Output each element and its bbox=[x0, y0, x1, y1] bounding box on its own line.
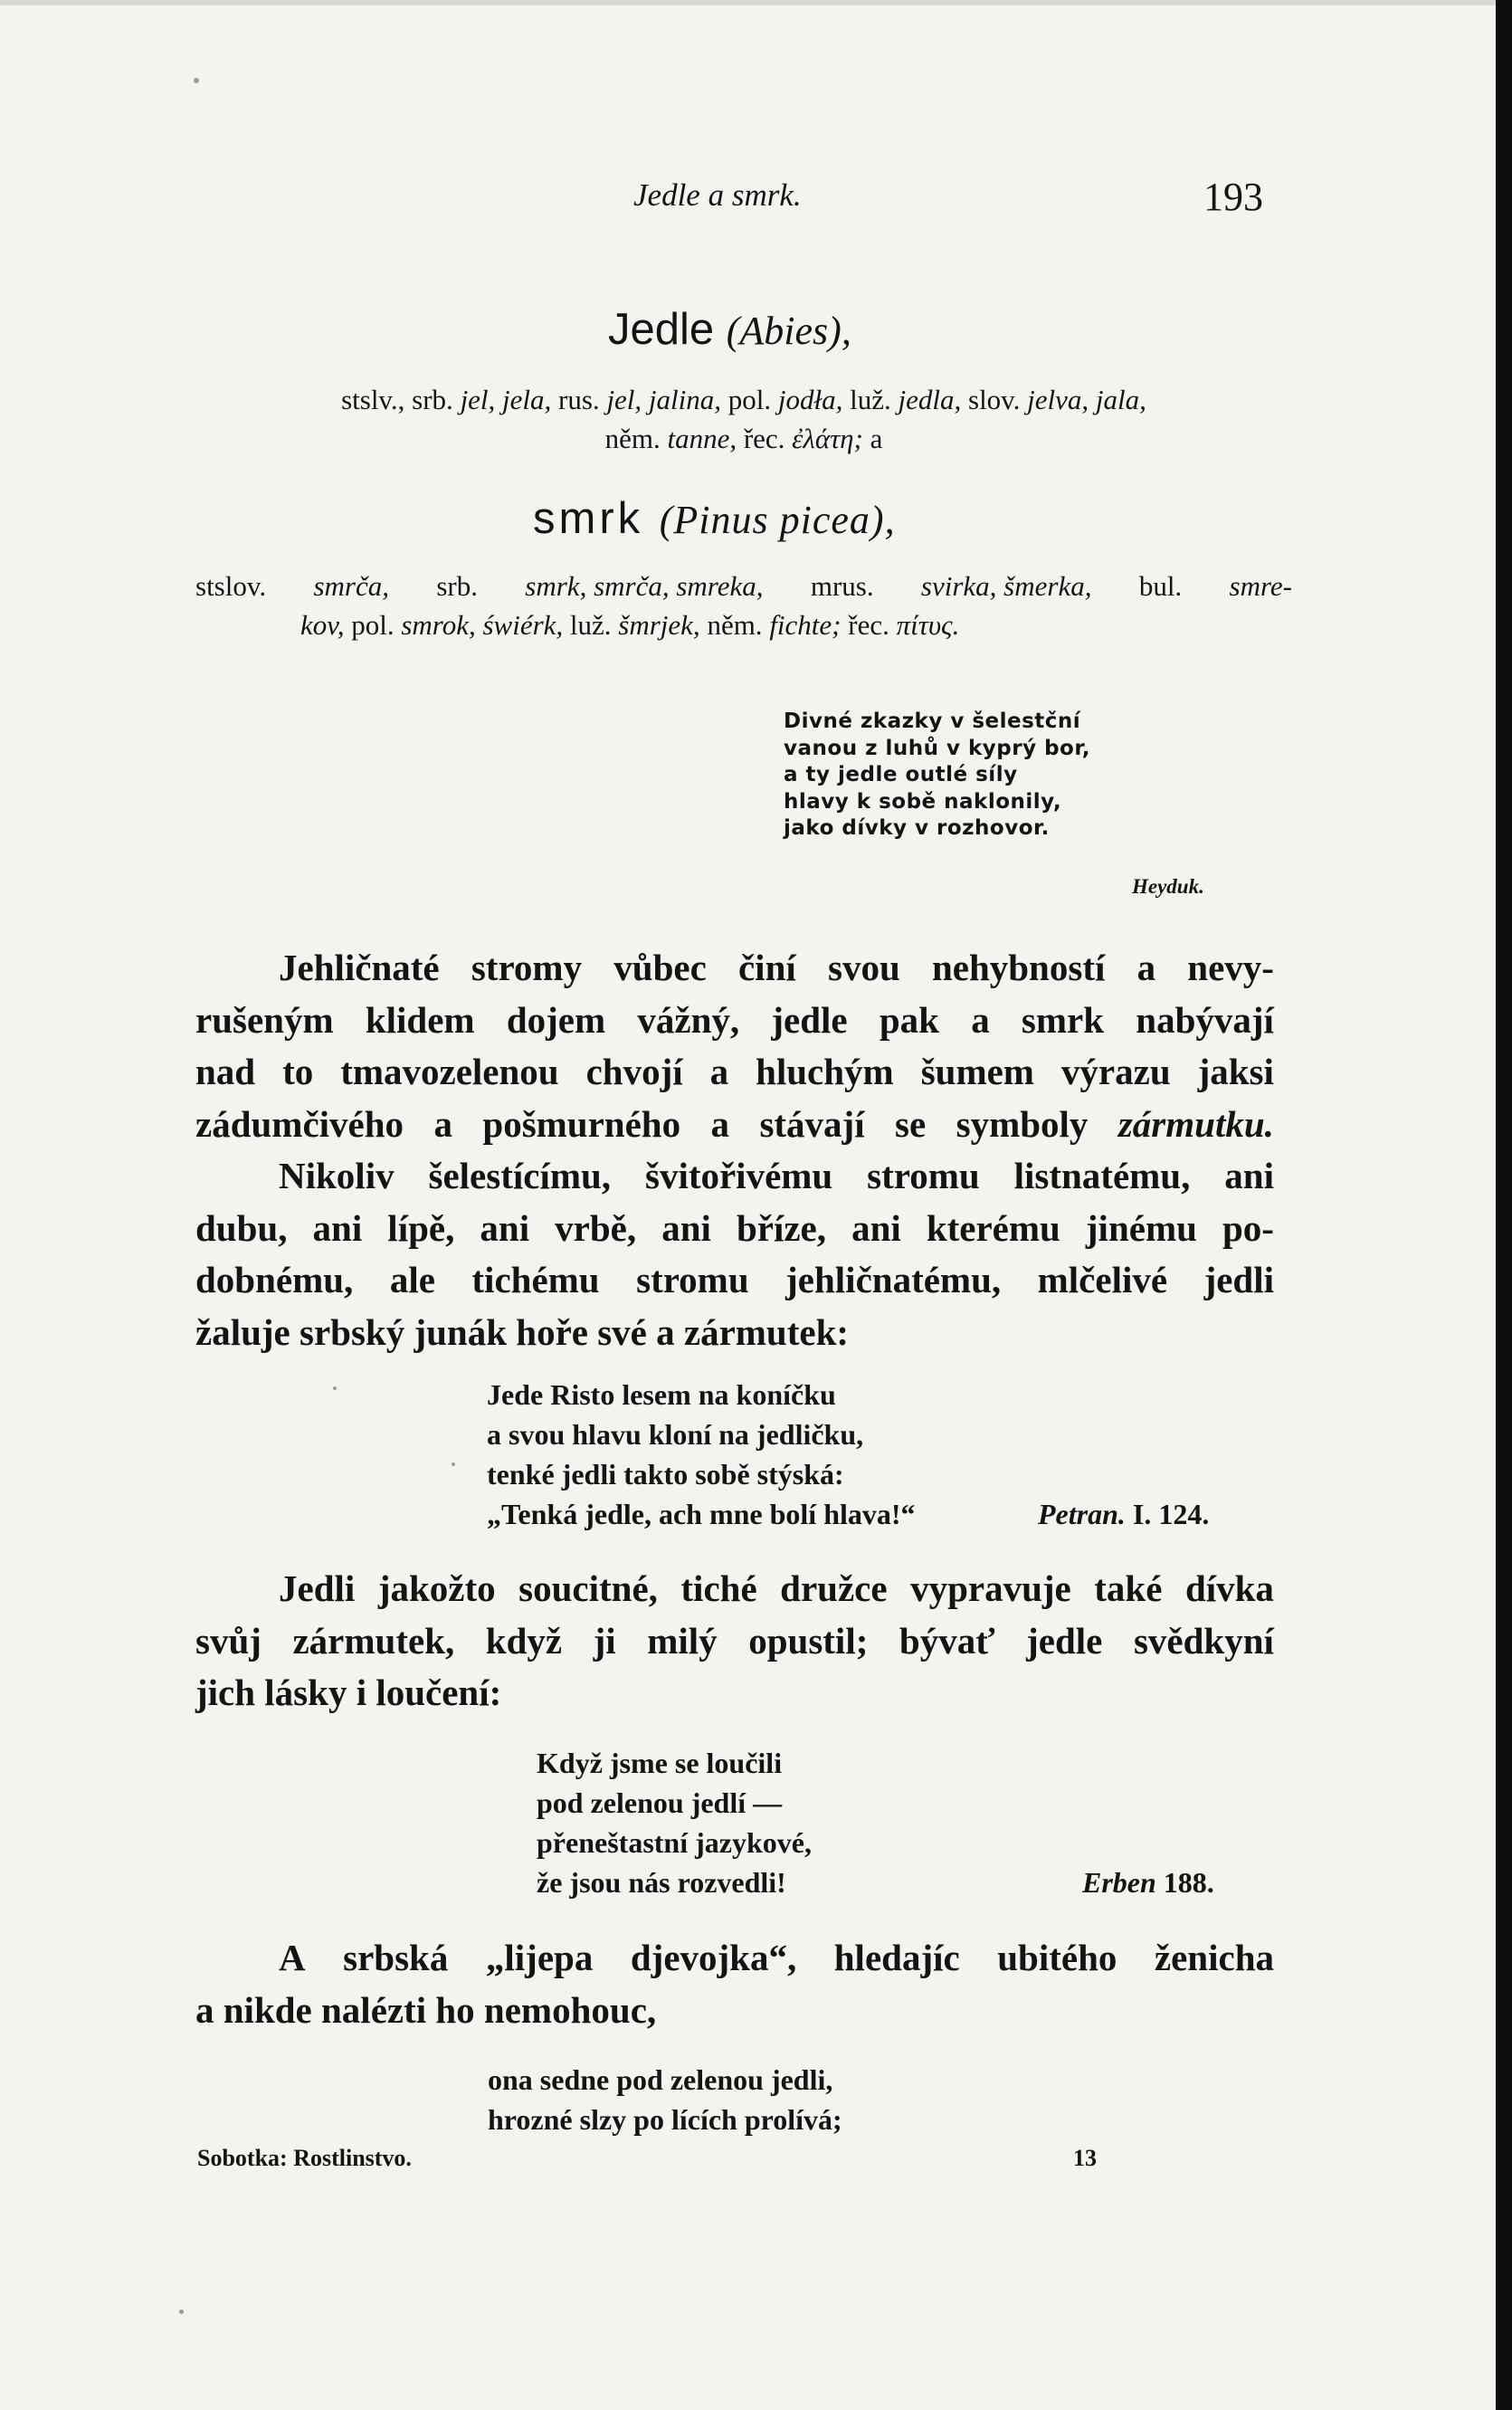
text-line bbox=[195, 995, 1274, 1047]
poem-2 bbox=[537, 1743, 812, 1902]
text-run: pol. bbox=[721, 384, 778, 415]
word: zármutku. bbox=[1117, 1102, 1274, 1145]
poem-source-ref: 188. bbox=[1163, 1866, 1214, 1899]
word: vrbě, bbox=[555, 1206, 637, 1249]
heading-latin: (Abies), bbox=[726, 309, 851, 353]
word: ani bbox=[312, 1206, 363, 1249]
word: a bbox=[433, 1102, 452, 1145]
word: smrk bbox=[1021, 998, 1105, 1041]
word: bývať bbox=[899, 1619, 995, 1662]
text-line bbox=[195, 1615, 1274, 1668]
word: stromu bbox=[867, 1155, 980, 1196]
italic-run: smrok, świérk, bbox=[401, 609, 564, 641]
word: zádumčivého bbox=[195, 1102, 404, 1145]
text-line: jich lásky i loučení: bbox=[195, 1672, 502, 1713]
word: kterému bbox=[926, 1206, 1060, 1249]
word: Jehličnaté bbox=[279, 947, 440, 988]
text-line bbox=[195, 1203, 1274, 1255]
word: jedle bbox=[1026, 1619, 1103, 1662]
italic-run: tanne, bbox=[667, 423, 737, 454]
italic-run: smrk, smrča, smreka, bbox=[525, 570, 764, 602]
word: stávají bbox=[759, 1102, 865, 1145]
word: vůbec bbox=[613, 947, 707, 988]
word: klidem bbox=[365, 998, 475, 1041]
word: tmavozelenou bbox=[340, 1051, 559, 1092]
verse-line: Jede Risto lesem na koníčku bbox=[487, 1378, 836, 1411]
word: jakožto bbox=[377, 1567, 496, 1609]
poem-1-source bbox=[1038, 1494, 1209, 1534]
scan-speck bbox=[333, 1386, 337, 1390]
paragraph-1 bbox=[195, 942, 1274, 1358]
word: pak bbox=[879, 998, 939, 1041]
word: se bbox=[895, 1102, 927, 1145]
poem-2-source bbox=[1082, 1862, 1214, 1902]
word: Jedli bbox=[279, 1567, 356, 1609]
verse-line: tenké jedli takto sobě stýská: bbox=[487, 1458, 844, 1491]
text-run: bul. bbox=[1138, 570, 1183, 602]
word: jaksi bbox=[1197, 1051, 1274, 1092]
printer-signature: Sobotka: Rostlinstvo. bbox=[197, 2145, 412, 2171]
text-run: něm. bbox=[604, 423, 668, 454]
word: jehličnatému, bbox=[785, 1259, 1002, 1300]
word: srbská bbox=[343, 1937, 449, 1978]
word: Nikoliv bbox=[279, 1155, 395, 1196]
word: ani bbox=[1224, 1155, 1274, 1196]
word: nabývají bbox=[1136, 998, 1274, 1041]
text-run: srb. bbox=[436, 570, 478, 602]
poem-source: Petran. bbox=[1038, 1498, 1126, 1530]
text-run: slov. bbox=[961, 384, 1028, 415]
italic-run: smre- bbox=[1229, 570, 1292, 602]
word: nehybností bbox=[931, 947, 1106, 988]
word: A bbox=[279, 1937, 306, 1978]
word: bříze, bbox=[736, 1206, 826, 1249]
word: ani bbox=[661, 1206, 711, 1249]
text-run: a bbox=[862, 423, 883, 454]
scan-speck bbox=[452, 1462, 455, 1466]
text-line bbox=[195, 1563, 1274, 1615]
verse-line: Divné zkazky v šelestční bbox=[784, 710, 1081, 733]
word: a bbox=[971, 998, 990, 1041]
etymology-smrk bbox=[195, 567, 1292, 644]
word: symboly bbox=[956, 1102, 1089, 1145]
text-run: mrus. bbox=[810, 570, 874, 602]
poem-source: Erben bbox=[1082, 1866, 1156, 1899]
word: jedle bbox=[771, 998, 848, 1041]
word: činí bbox=[737, 947, 796, 988]
paragraph-2 bbox=[195, 1563, 1274, 1719]
word: zármutek, bbox=[292, 1619, 455, 1662]
word: tiché bbox=[680, 1567, 757, 1609]
poem-1 bbox=[487, 1375, 916, 1534]
text-run: řec. bbox=[841, 609, 897, 641]
text-run: luž. bbox=[842, 384, 899, 415]
motto-verse bbox=[784, 709, 1090, 843]
word: stromu bbox=[636, 1259, 749, 1300]
word: soucitné, bbox=[518, 1567, 658, 1609]
word: a bbox=[1136, 947, 1156, 988]
word: ženicha bbox=[1154, 1937, 1274, 1978]
text-line bbox=[195, 567, 1292, 605]
motto-author: Heyduk. bbox=[1132, 875, 1204, 898]
italic-run: jel, jela, bbox=[460, 384, 552, 415]
text-run: něm. bbox=[699, 609, 770, 641]
text-run: žaluje srbský junák hoře své a zármutek: bbox=[195, 1310, 850, 1353]
verse-line: hlavy k sobě naklonily, bbox=[784, 789, 1062, 814]
word: listnatému, bbox=[1013, 1155, 1191, 1196]
verse-line: ona sedne pod zelenou jedli, bbox=[488, 2063, 833, 2096]
word: hledajíc bbox=[833, 1937, 960, 1978]
italic-run: jodła, bbox=[777, 384, 843, 415]
italic-run: šmrjek, bbox=[618, 609, 700, 641]
poem-source-ref: I. 124. bbox=[1132, 1498, 1210, 1530]
italic-run: ἐλάτη; bbox=[792, 423, 863, 454]
text-line bbox=[195, 942, 1274, 995]
word: ji bbox=[593, 1619, 616, 1662]
word: svůj bbox=[195, 1619, 262, 1662]
word: po- bbox=[1222, 1206, 1274, 1249]
word: švitořivému bbox=[644, 1155, 833, 1196]
scan-top-edge bbox=[0, 0, 1512, 5]
italic-run: smrča, bbox=[313, 570, 389, 602]
word: svědkyní bbox=[1133, 1619, 1274, 1662]
word: družce bbox=[780, 1567, 888, 1609]
word: jedli bbox=[1203, 1259, 1274, 1300]
verse-line: jako dívky v rozhovor. bbox=[784, 816, 1050, 840]
word: a bbox=[709, 1051, 729, 1092]
verse-line: „Tenká jedle, ach mne bolí hlava!“ bbox=[487, 1498, 916, 1530]
poem-3 bbox=[488, 2060, 842, 2139]
word: nevy- bbox=[1187, 947, 1274, 988]
word: když bbox=[485, 1619, 563, 1662]
text-line bbox=[195, 1254, 1274, 1307]
verse-line: vanou z luhů v kyprý bor, bbox=[784, 736, 1091, 760]
word: „lijepa bbox=[485, 1937, 594, 1978]
text-line bbox=[195, 419, 1292, 458]
section-heading-smrk bbox=[533, 493, 896, 544]
word: djevojka“, bbox=[630, 1937, 797, 1978]
italic-run: jel, jalina, bbox=[606, 384, 722, 415]
etym-line-wrap bbox=[195, 567, 1292, 605]
text-line: a nikde nalézti ho nemohouc, bbox=[195, 1988, 657, 2031]
word: nad bbox=[195, 1051, 256, 1092]
text-run: řec. bbox=[737, 423, 793, 454]
word: ale bbox=[389, 1259, 435, 1300]
heading-title: smrk bbox=[533, 494, 644, 543]
word: šelestícímu, bbox=[428, 1155, 612, 1196]
scan-speck bbox=[179, 2310, 184, 2314]
text-line bbox=[195, 380, 1292, 419]
text-line bbox=[195, 1099, 1274, 1151]
word: vážný, bbox=[637, 998, 740, 1041]
running-title: Jedle a smrk. bbox=[633, 177, 802, 213]
word: tichému bbox=[471, 1259, 600, 1300]
word: svou bbox=[827, 947, 900, 988]
scan-speck bbox=[194, 78, 199, 83]
page-number: 193 bbox=[1203, 175, 1263, 219]
text-line bbox=[195, 1932, 1274, 1985]
word: šumem bbox=[920, 1051, 1034, 1092]
word: chvojí bbox=[585, 1051, 683, 1092]
sheet-number: 13 bbox=[1073, 2145, 1097, 2171]
verse-line: že jsou nás rozvedli! bbox=[537, 1866, 786, 1899]
word: milý bbox=[647, 1619, 718, 1662]
verse-line: pod zelenou jedlí — bbox=[537, 1786, 783, 1819]
heading-title: Jedle bbox=[608, 305, 715, 354]
word: dojem bbox=[506, 998, 606, 1041]
word: také bbox=[1094, 1567, 1163, 1609]
word: jinému bbox=[1085, 1206, 1197, 1249]
text-line bbox=[300, 605, 1292, 644]
word: to bbox=[282, 1051, 314, 1092]
word: ubitého bbox=[997, 1937, 1117, 1978]
word: lípě, bbox=[387, 1206, 455, 1249]
text-run: stslov. bbox=[195, 570, 267, 602]
text-line bbox=[195, 1046, 1274, 1099]
word: a bbox=[710, 1102, 730, 1145]
etym-line-wrap bbox=[195, 605, 1292, 644]
word: opustil; bbox=[748, 1619, 869, 1662]
italic-run: jedla, bbox=[898, 384, 962, 415]
word: stromy bbox=[471, 947, 583, 988]
paragraph-3 bbox=[195, 1932, 1274, 2036]
text-line bbox=[195, 1150, 1274, 1203]
verse-line: hrozné slzy po lících prolívá; bbox=[488, 2103, 842, 2136]
word: rušeným bbox=[195, 998, 334, 1041]
word: dobnému, bbox=[195, 1259, 354, 1300]
word: ani bbox=[480, 1206, 530, 1249]
etymology-jedle bbox=[195, 380, 1292, 458]
word: dubu, bbox=[195, 1206, 288, 1249]
verse-line: a ty jedle outlé síly bbox=[784, 763, 1018, 786]
section-heading-jedle bbox=[608, 304, 851, 355]
italic-run: svirka, šmerka, bbox=[920, 570, 1092, 602]
italic-run: kov, bbox=[300, 609, 345, 641]
text-run: stslv., srb. bbox=[341, 384, 461, 415]
text-run: rus. bbox=[551, 384, 607, 415]
text-run: luž. bbox=[563, 609, 619, 641]
italic-run: fichte; bbox=[769, 609, 842, 641]
word: dívka bbox=[1184, 1567, 1274, 1609]
word: vypravuje bbox=[910, 1567, 1071, 1609]
text-line bbox=[195, 1307, 1274, 1359]
word: ani bbox=[851, 1206, 901, 1249]
text-run: pol. bbox=[344, 609, 402, 641]
verse-line: Když jsme se loučili bbox=[537, 1747, 783, 1779]
heading-latin: (Pinus picea), bbox=[659, 498, 896, 542]
word: hluchým bbox=[756, 1051, 894, 1092]
word: mlčelivé bbox=[1037, 1259, 1168, 1300]
italic-run: πίτυς. bbox=[896, 609, 960, 641]
word: pošmurného bbox=[482, 1102, 681, 1145]
word: výrazu bbox=[1060, 1051, 1171, 1092]
scan-right-edge bbox=[1496, 0, 1512, 2410]
verse-line: přeneštastní jazykové, bbox=[537, 1826, 812, 1859]
italic-run: jelva, jala, bbox=[1027, 384, 1146, 415]
verse-line: a svou hlavu kloní na jedličku, bbox=[487, 1418, 864, 1451]
